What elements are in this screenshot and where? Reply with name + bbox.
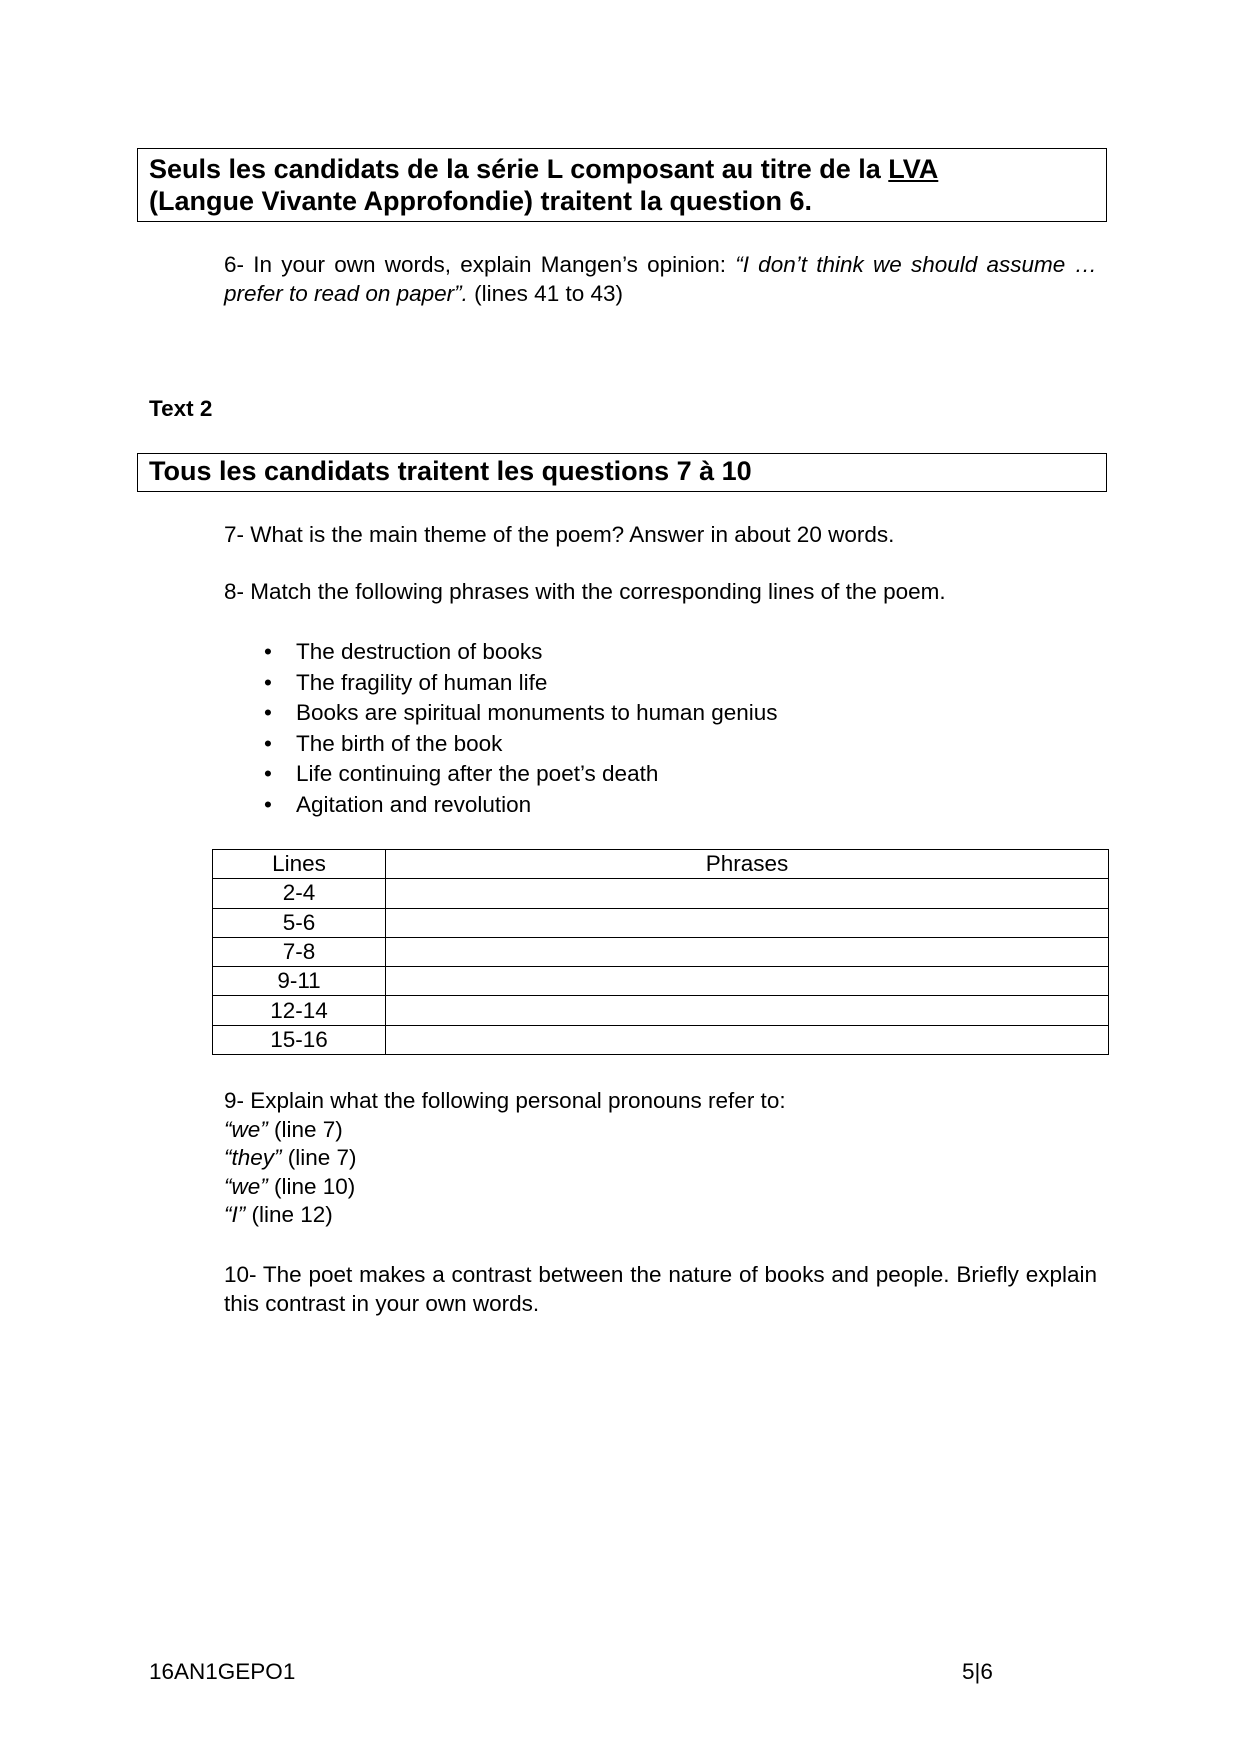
matching-table bbox=[212, 849, 1109, 1055]
list-item: • The fragility of human life bbox=[224, 668, 778, 699]
lines-cell: 15-16 bbox=[213, 1025, 386, 1054]
pronoun-item bbox=[224, 1116, 1097, 1145]
text-2-heading: Text 2 bbox=[149, 396, 213, 421]
instruction-text: (Langue Vivante Approfondie) traitent la question 6. bbox=[149, 186, 813, 216]
line-ref: (line 10) bbox=[267, 1173, 356, 1199]
phrase-cell[interactable] bbox=[386, 908, 1109, 937]
footer-code: 16AN1GEPO1 bbox=[149, 1659, 296, 1684]
phrase-cell[interactable] bbox=[386, 967, 1109, 996]
q9-intro: 9- Explain what the following personal pronouns refer to: bbox=[224, 1088, 786, 1113]
pronoun: “I” bbox=[224, 1202, 246, 1227]
question-8: 8- Match the following phrases with the corresponding lines of the poem. bbox=[224, 579, 946, 604]
list-item: • The birth of the book bbox=[224, 729, 778, 760]
lines-cell: 5-6 bbox=[213, 908, 386, 937]
pronoun: “they” bbox=[224, 1145, 282, 1170]
q6-text: 6- In your own words, explain Mangen’s opinion: bbox=[224, 252, 736, 277]
list-item: • Agitation and revolution bbox=[224, 790, 778, 821]
lines-cell: 9-11 bbox=[213, 967, 386, 996]
line-ref: (line 7) bbox=[267, 1116, 343, 1142]
phrase-cell[interactable] bbox=[386, 1025, 1109, 1054]
question-7: 7- What is the main theme of the poem? Answer in about 20 words. bbox=[224, 522, 895, 547]
table-row bbox=[213, 1025, 1109, 1054]
question-6 bbox=[224, 251, 1097, 308]
lines-cell: 12-14 bbox=[213, 996, 386, 1025]
lva-instruction-box bbox=[137, 148, 1107, 222]
pronoun: “we” bbox=[224, 1116, 268, 1142]
list-item: • Life continuing after the poet’s death bbox=[224, 759, 778, 790]
pronoun-item bbox=[224, 1201, 1097, 1230]
table-row bbox=[213, 879, 1109, 908]
table-row bbox=[213, 908, 1109, 937]
pronoun: “we” bbox=[224, 1173, 268, 1199]
header-lines: Lines bbox=[213, 850, 386, 879]
pronoun-item bbox=[224, 1144, 1097, 1173]
phrase-cell[interactable] bbox=[386, 879, 1109, 908]
page-number: 5|6 bbox=[962, 1659, 993, 1684]
table-row bbox=[213, 996, 1109, 1025]
phrase-cell[interactable] bbox=[386, 937, 1109, 966]
phrase-list bbox=[224, 637, 778, 821]
line-ref: (line 7) bbox=[281, 1145, 357, 1170]
instruction-text: Seuls les candidats de la série L composant au titre de la bbox=[149, 154, 889, 184]
all-candidates-box: Tous les candidats traitent les questions 7 à 10 bbox=[137, 453, 1107, 492]
table-row bbox=[213, 967, 1109, 996]
lines-cell: 7-8 bbox=[213, 937, 386, 966]
list-item: • The destruction of books bbox=[224, 637, 778, 668]
table-row bbox=[213, 937, 1109, 966]
phrase-cell[interactable] bbox=[386, 996, 1109, 1025]
pronoun-item bbox=[224, 1173, 1097, 1202]
q6-quote: “I don’t think we should assume … prefer to read on paper”. bbox=[224, 252, 1097, 306]
question-10: 10- The poet makes a contrast between the nature of books and people. Briefly explain this contrast in your own words. bbox=[224, 1262, 1097, 1316]
lines-cell: 2-4 bbox=[213, 879, 386, 908]
list-item: • Books are spiritual monuments to human genius bbox=[224, 698, 778, 729]
header-phrases: Phrases bbox=[386, 850, 1109, 879]
q6-lines: (lines 41 to 43) bbox=[467, 280, 623, 306]
lva-underlined: LVA bbox=[888, 154, 939, 184]
line-ref: (line 12) bbox=[245, 1202, 333, 1227]
question-9 bbox=[224, 1087, 1097, 1230]
